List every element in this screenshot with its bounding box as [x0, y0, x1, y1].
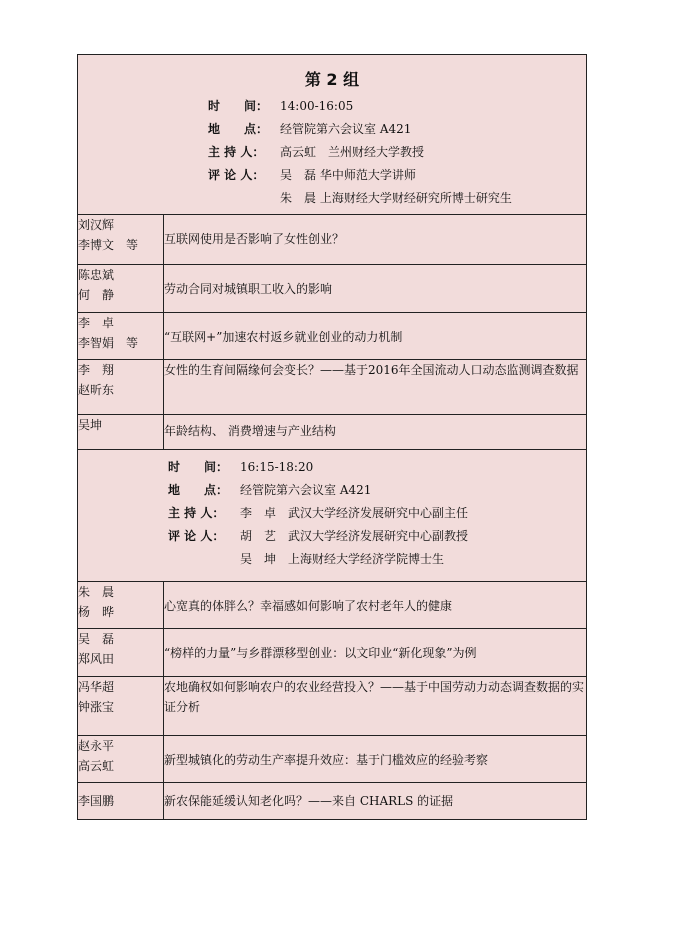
session2-header — [78, 450, 587, 582]
paper-title: 年龄结构、 消费增速与产业结构 — [164, 415, 587, 450]
authors-cell — [78, 736, 164, 783]
author-name: 杨 晔 — [78, 605, 115, 619]
place-label: 地 点： — [208, 122, 269, 136]
schedule-table — [77, 54, 587, 820]
table-row — [78, 783, 587, 820]
paper-title: 心宽真的体胖么？幸福感如何影响了农村老年人的健康 — [164, 582, 587, 629]
authors-cell — [78, 215, 164, 265]
paper-title: 女性的生育间隔缘何会变长？——基于2016年全国流动人口动态监测调查数据 — [164, 360, 587, 415]
place-value: 经管院第六会议室 A421 — [240, 483, 372, 497]
author-name: 钟涨宝 — [78, 700, 115, 714]
author-name: 李 翔 — [78, 363, 115, 377]
author-name: 朱 晨 — [78, 585, 115, 599]
author-name: 李国鹏 — [78, 794, 115, 808]
table-row — [78, 736, 587, 783]
table-row — [78, 582, 587, 629]
author-name: 郑风田 — [78, 652, 115, 666]
reviewer-value: 朱 晨 上海财经大学财经研究所博士研究生 — [280, 191, 512, 205]
session1-header — [78, 55, 587, 215]
paper-title: 农地确权如何影响农户的农业经营投入？——基于中国劳动力动态调查数据的实证分析 — [164, 677, 587, 736]
author-name: 吴 磊 — [78, 632, 115, 646]
author-name: 冯华超 — [78, 680, 115, 694]
author-name: 陈忠斌 — [78, 268, 115, 282]
table-row — [78, 415, 587, 450]
authors-cell — [78, 265, 164, 313]
authors-cell — [78, 415, 164, 450]
table-row — [78, 677, 587, 736]
paper-title: “榜样的力量”与乡群漂移型创业：以文印业“新化现象”为例 — [164, 629, 587, 677]
reviewer-value: 吴 磊 华中师范大学讲师 — [280, 168, 416, 182]
authors-cell — [78, 582, 164, 629]
table-row — [78, 360, 587, 415]
author-name: 李博文 等 — [78, 238, 139, 252]
host-label: 主 持 人： — [208, 145, 265, 159]
paper-title: 劳动合同对城镇职工收入的影响 — [164, 265, 587, 313]
author-name: 李智娟 等 — [78, 336, 139, 350]
table-row — [78, 313, 587, 360]
session1-info — [208, 95, 586, 210]
author-name: 何 静 — [78, 288, 115, 302]
authors-cell — [78, 677, 164, 736]
author-name: 刘汉辉 — [78, 218, 115, 232]
session2-info — [168, 450, 586, 571]
authors-cell — [78, 783, 164, 820]
table-row — [78, 629, 587, 677]
time-value: 14:00-16:05 — [280, 99, 354, 113]
reviewer-value: 吴 坤 上海财经大学经济学院博士生 — [240, 552, 445, 566]
author-name: 吴坤 — [78, 418, 103, 432]
place-label: 地 点： — [168, 483, 229, 497]
author-name: 高云虹 — [78, 759, 115, 773]
author-name: 赵永平 — [78, 739, 115, 753]
paper-title: 互联网使用是否影响了女性创业？ — [164, 215, 587, 265]
host-value: 李 卓 武汉大学经济发展研究中心副主任 — [240, 506, 469, 520]
host-value: 高云虹 兰州财经大学教授 — [280, 145, 425, 159]
time-label: 时 间： — [168, 460, 229, 474]
paper-title: “互联网+”加速农村返乡就业创业的动力机制 — [164, 313, 587, 360]
time-label: 时 间： — [208, 99, 269, 113]
author-name: 李 卓 — [78, 316, 115, 330]
authors-cell — [78, 313, 164, 360]
reviewer-label: 评 论 人： — [208, 168, 265, 182]
table-row — [78, 215, 587, 265]
authors-cell — [78, 629, 164, 677]
reviewer-label: 评 论 人： — [168, 529, 225, 543]
table-row — [78, 265, 587, 313]
place-value: 经管院第六会议室 A421 — [280, 122, 412, 136]
reviewer-value: 胡 艺 武汉大学经济发展研究中心副教授 — [240, 529, 469, 543]
authors-cell — [78, 360, 164, 415]
time-value: 16:15-18:20 — [240, 460, 314, 474]
host-label: 主 持 人： — [168, 506, 225, 520]
paper-title: 新农保能延缓认知老化吗？——来自 CHARLS 的证据 — [164, 783, 587, 820]
group-title: 第 2 组 — [304, 70, 360, 89]
paper-title: 新型城镇化的劳动生产率提升效应：基于门槛效应的经验考察 — [164, 736, 587, 783]
author-name: 赵昕东 — [78, 383, 115, 397]
